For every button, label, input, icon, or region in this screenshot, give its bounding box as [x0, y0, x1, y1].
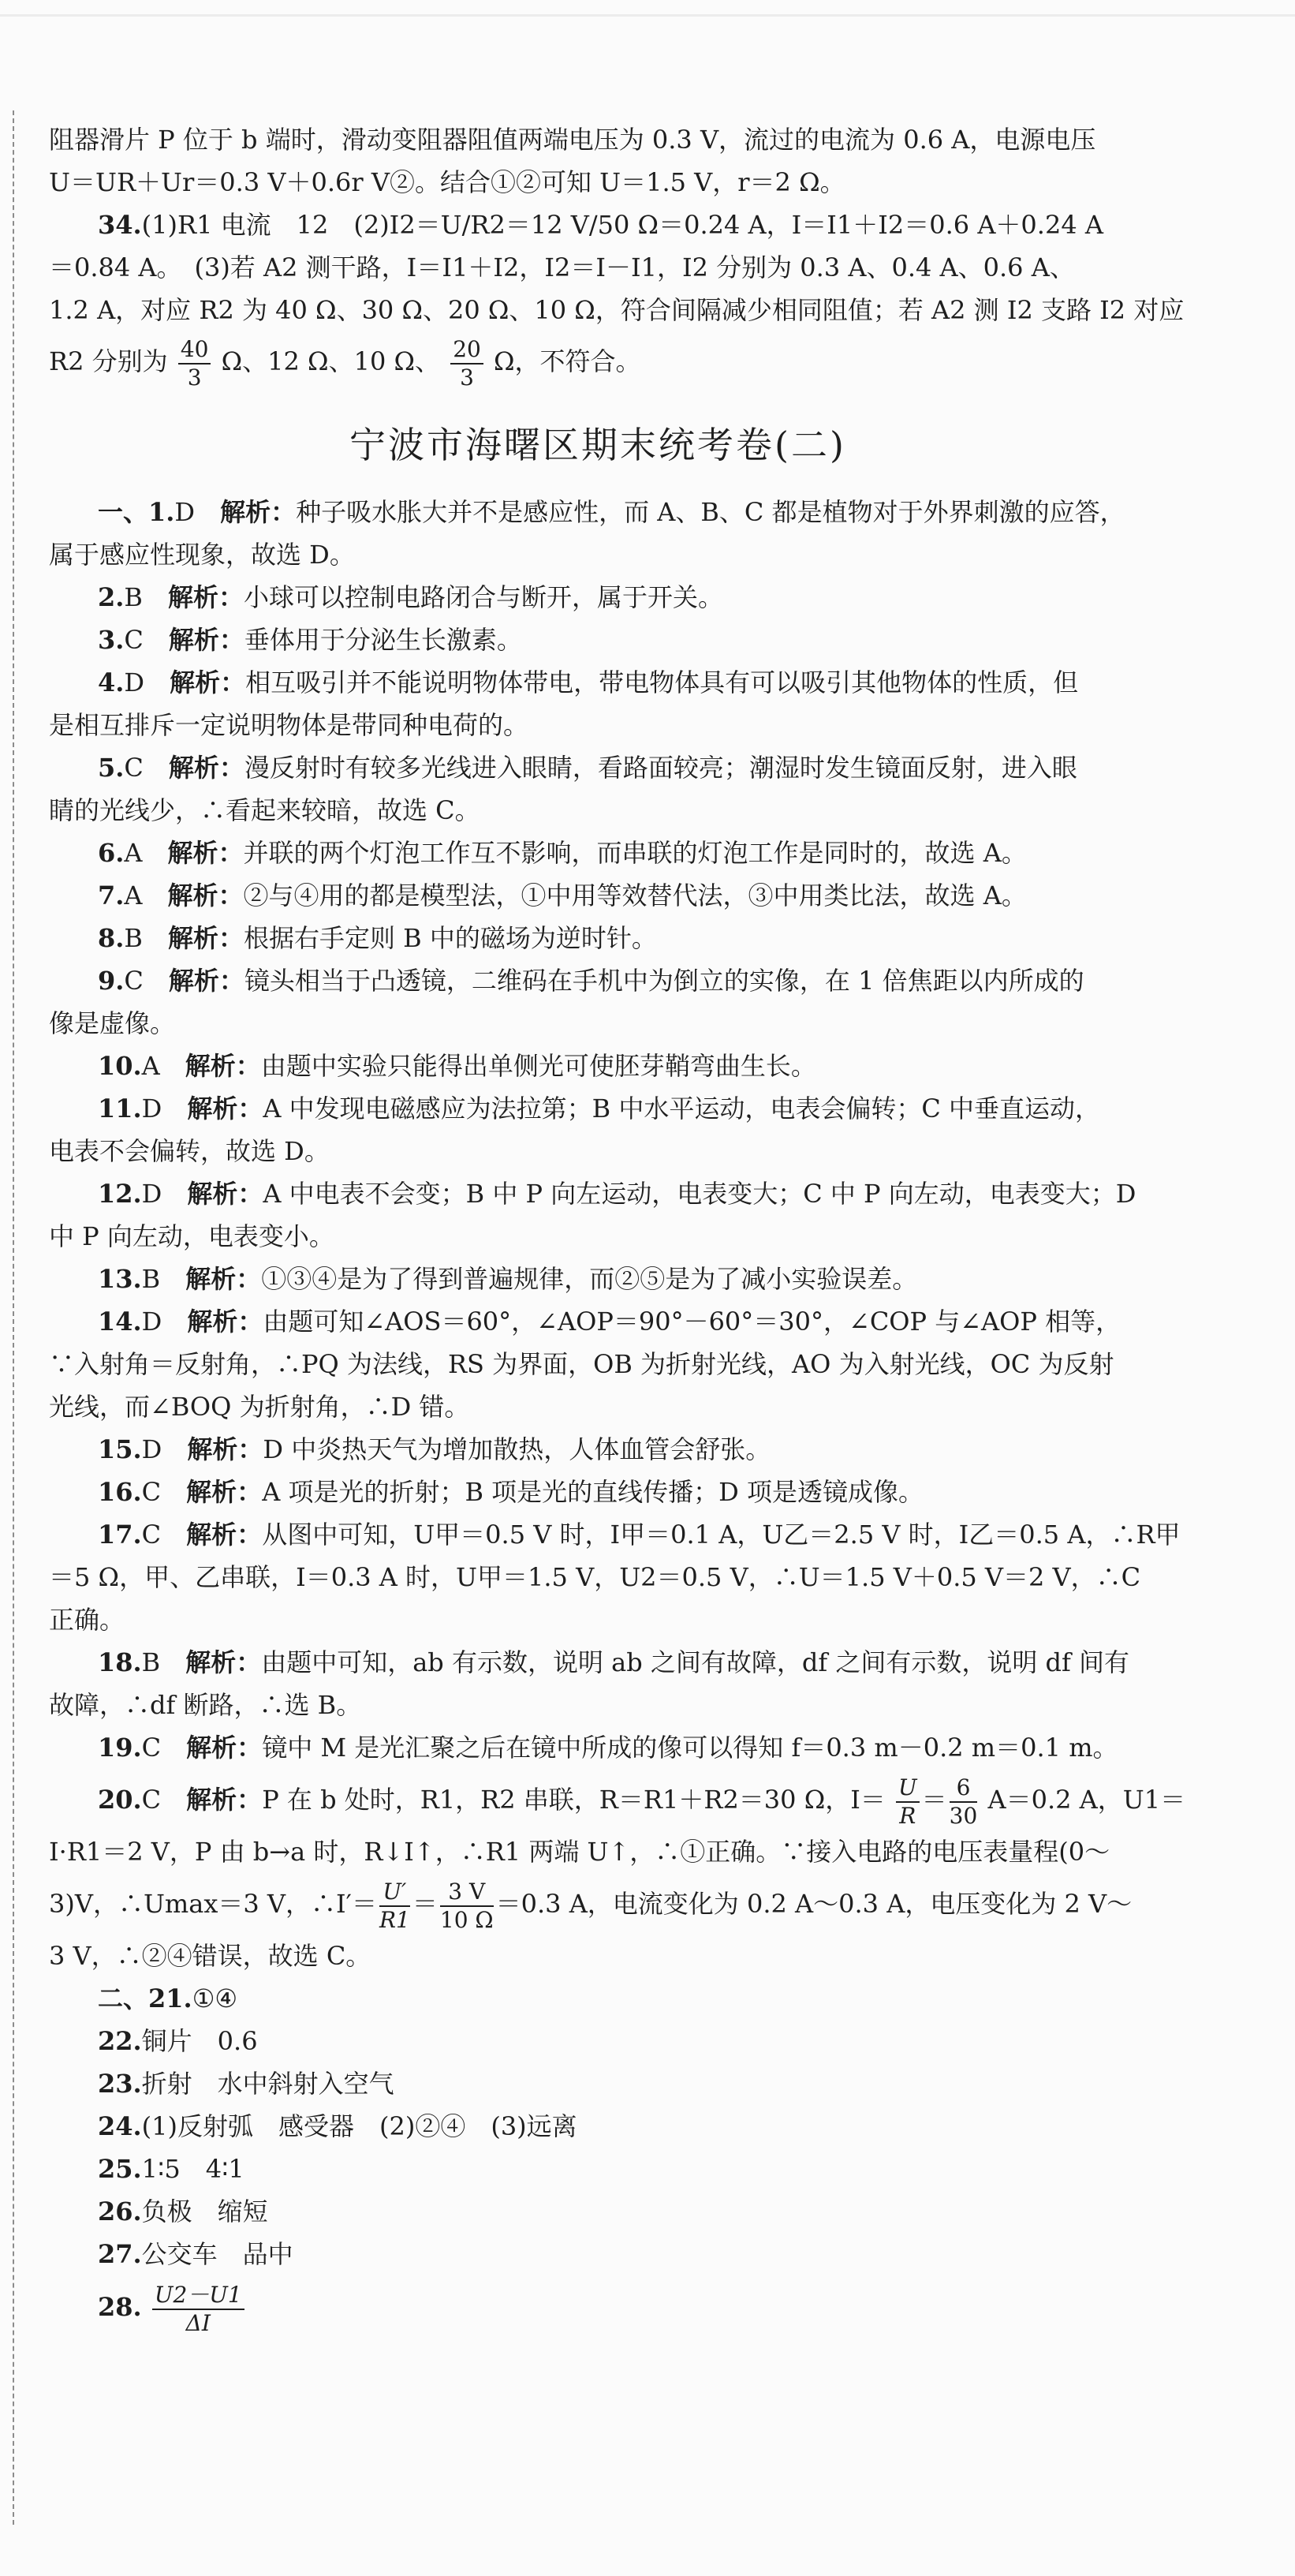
- answer-text: 负极 缩短: [141, 2197, 268, 2226]
- answer-line: [49, 2148, 1147, 2190]
- answer-28: [49, 2275, 1147, 2339]
- answer-line: [49, 832, 1147, 874]
- fraction-denominator: ΔI: [185, 2309, 211, 2336]
- answer-choice: C: [141, 1520, 162, 1550]
- answer-line: [49, 874, 1147, 917]
- answer-list: [49, 491, 1181, 1769]
- answer-item: [49, 1641, 1147, 1726]
- answer-text: A 中发现电磁感应为法拉第；B 中水平运动，电表会偏转；C 中垂直运动，: [263, 1094, 1100, 1123]
- analysis-label: 解析：: [168, 625, 244, 655]
- question-number: 8.: [98, 923, 125, 953]
- answer-choice: C: [124, 625, 144, 655]
- analysis-label: 解析：: [220, 497, 297, 527]
- section-title: 宁波市海曙区期末统考卷(二): [349, 424, 846, 466]
- answer-line: I·R1＝2 V，P 由 b→a 时，R↓I↑，∴R1 两端 U↑，∴①正确。∵接入电路的电压表量程(0～: [49, 1837, 1110, 1867]
- fraction: [178, 336, 211, 391]
- answer-line: 中 P 向左动，电表变小。: [49, 1221, 334, 1251]
- answer-choice: A: [124, 838, 143, 868]
- answer-line: [49, 2062, 1147, 2105]
- answer-line: ∵入射角＝反射角，∴PQ 为法线，RS 为界面，OB 为折射光线，AO 为入射光线，OC 为反射: [49, 1349, 1114, 1379]
- answer-choice: A: [124, 880, 143, 910]
- answer-item: [49, 1428, 1147, 1471]
- answer-text: ＝0.3 A，电流变化为 0.2 A～0.3 A，电压变化为 2 V～: [495, 1889, 1133, 1919]
- answer-text: ①③④是为了得到普遍规律，而②⑤是为了减小实验误差。: [261, 1264, 918, 1294]
- q34-line: [49, 204, 1147, 246]
- fraction-denominator: 10 Ω: [439, 1906, 494, 1933]
- q34-text: Ω，不符合。: [494, 346, 641, 376]
- analysis-label: 解析：: [168, 753, 244, 783]
- answer-line: 像是虚像。: [49, 1008, 176, 1038]
- analysis-label: 解析：: [167, 923, 244, 953]
- analysis-label: 解析：: [187, 1094, 263, 1123]
- fraction: [152, 2282, 244, 2337]
- answer-line: [49, 2020, 1147, 2062]
- analysis-label: 解析：: [186, 1733, 263, 1763]
- answer-text: 镜中 M 是光汇聚之后在镜中所成的像可以得知 f＝0.3 m－0.2 m＝0.1 m。: [262, 1733, 1118, 1763]
- analysis-label: 解析：: [167, 582, 244, 612]
- question-number: 4.: [98, 667, 125, 697]
- answer-choice: B: [124, 923, 143, 953]
- question-number: 二、21.: [98, 1983, 192, 2013]
- question-number: 2.: [98, 582, 125, 612]
- question-number: 24.: [98, 2111, 142, 2141]
- question-number: 13.: [98, 1264, 142, 1294]
- answer-text: 铜片 0.6: [141, 2026, 258, 2056]
- answer-item: [49, 619, 1147, 661]
- answer-text: 根据右手定则 B 中的磁场为逆时针。: [243, 923, 657, 953]
- answer-line: [49, 1641, 1147, 1684]
- answer-choice: B: [124, 582, 143, 612]
- answer-item: [49, 1300, 1147, 1428]
- answer-text: 从图中可知，U甲＝0.5 V 时，I甲＝0.1 A，U乙＝2.5 V 时，I乙＝0.5 A，∴R甲: [262, 1520, 1181, 1550]
- fraction-numerator: 40: [178, 336, 211, 365]
- intro-line: U＝UR＋Ur＝0.3 V＋0.6r V②。结合①②可知 U＝1.5 V，r＝2 Ω。: [49, 167, 845, 197]
- answer-line: [49, 1513, 1181, 1556]
- answer-text: 并联的两个灯泡工作互不影响，而串联的灯泡工作是同时的，故选 A。: [243, 838, 1027, 868]
- answer-text: A 中电表不会变；B 中 P 向左运动，电表变大；C 中 P 向左动，电表变大；D: [263, 1179, 1136, 1209]
- answer-line: 3 V，∴②④错误，故选 C。: [49, 1941, 371, 1971]
- answer-text: D 中炎热天气为增加散热，人体血管会舒张。: [263, 1434, 771, 1464]
- answer-item: [49, 1172, 1147, 1258]
- answer-choice: D: [124, 667, 145, 697]
- answer-line: 睛的光线少，∴看起来较暗，故选 C。: [49, 795, 480, 825]
- analysis-label: 解析：: [167, 880, 244, 910]
- answer-item: [49, 491, 1147, 576]
- answer-line: [49, 1428, 1147, 1471]
- answer-item: [49, 917, 1147, 959]
- answer-line: [49, 491, 1147, 533]
- answer-text: 垂体用于分泌生长激素。: [244, 625, 522, 655]
- answer-line: [49, 2105, 1147, 2148]
- answer-choice: B: [141, 1264, 161, 1294]
- analysis-label: 解析：: [168, 966, 244, 996]
- fraction-denominator: R: [899, 1802, 916, 1829]
- answer-item: [49, 746, 1147, 832]
- answer-choice: C: [124, 966, 144, 996]
- question-number: 27.: [98, 2239, 142, 2269]
- analysis-label: 解析：: [185, 1647, 262, 1677]
- answer-text: 小球可以控制电路闭合与断开，属于开关。: [243, 582, 723, 612]
- answer-line: [49, 917, 1147, 959]
- answer-line: [49, 1087, 1147, 1130]
- question-number: 16.: [98, 1477, 142, 1507]
- answer-text: P 在 b 处时，R1，R2 串联，R＝R1＋R2＝30 Ω，I＝: [262, 1785, 886, 1815]
- fraction: [896, 1774, 920, 1830]
- answer-text: 相互吸引并不能说明物体带电，带电物体具有可以吸引其他物体的性质，但: [245, 667, 1079, 697]
- answer-line: [49, 1873, 1147, 1935]
- question-number: 9.: [98, 966, 125, 996]
- analysis-label: 解析：: [170, 667, 246, 697]
- question-number: 26.: [98, 2197, 142, 2226]
- answer-20: [49, 1769, 1186, 1977]
- answer-line: ＝5 Ω，甲、乙串联，I＝0.3 A 时，U甲＝1.5 V，U2＝0.5 V，∴U＝1.5 V＋0.5 V＝2 V，∴C: [49, 1562, 1141, 1592]
- answer-line: 是相互排斥一定说明物体是带同种电荷的。: [49, 710, 529, 740]
- analysis-label: 解析：: [186, 1477, 263, 1507]
- q34-line: ＝0.84 A。 (3)若 A2 测干路，I＝I1＋I2，I2＝I－I1，I2 分别为 0.3 A、0.4 A、0.6 A、: [49, 252, 1075, 282]
- answer-line: [49, 1977, 1147, 2020]
- answer-choice: C: [141, 1477, 162, 1507]
- analysis-label: 解析：: [185, 1264, 262, 1294]
- question-number: 6.: [98, 838, 125, 868]
- answer-text: 漫反射时有较多光线进入眼睛，看路面较亮；潮湿时发生镜面反射，进入眼: [244, 753, 1077, 783]
- fraction-denominator: 30: [949, 1802, 978, 1829]
- answer-item: [49, 1045, 1147, 1087]
- answer-line: 正确。: [49, 1605, 125, 1635]
- answer-line: [49, 1300, 1147, 1343]
- question-number: 25.: [98, 2154, 142, 2184]
- answer-text: A 项是光的折射；B 项是光的直线传播；D 项是透镜成像。: [262, 1477, 924, 1507]
- answer-item: [49, 1726, 1147, 1769]
- question-number: 19.: [98, 1733, 142, 1763]
- answer-choice: C: [141, 1785, 162, 1815]
- answer-item: [49, 959, 1147, 1045]
- answer-line: [49, 746, 1147, 789]
- intro-line: 阻器滑片 P 位于 b 端时，滑动变阻器阻值两端电压为 0.3 V，流过的电流为 0.6 A，电源电压: [49, 125, 1096, 155]
- fraction: [379, 1879, 410, 1934]
- answer-choice: D: [141, 1434, 162, 1464]
- q34-text: Ω、12 Ω、10 Ω、: [221, 346, 441, 376]
- answer-line: [49, 2233, 1147, 2275]
- question-number: 28.: [98, 2292, 142, 2322]
- answer-item: [49, 1258, 1147, 1300]
- question-number: 15.: [98, 1434, 142, 1464]
- answer-line: [49, 1471, 1147, 1513]
- answer-line: [49, 661, 1147, 704]
- fraction-numerator: U′: [379, 1879, 410, 1907]
- analysis-label: 解析：: [167, 838, 244, 868]
- question-number: 18.: [98, 1647, 142, 1677]
- fraction-denominator: R1: [379, 1906, 410, 1933]
- answer-text: 镜头相当于凸透镜，二维码在手机中为倒立的实像，在 1 倍焦距以内所成的: [244, 966, 1084, 996]
- fraction: [440, 1879, 494, 1934]
- answer-line: [49, 1045, 1147, 1087]
- question-number: 3.: [98, 625, 125, 655]
- answer-choice: D: [174, 497, 196, 527]
- q34-text: R2 分别为: [49, 346, 168, 376]
- fill-in-list: [49, 1977, 1147, 2275]
- question-number: 10.: [98, 1051, 142, 1081]
- question-number: 11.: [98, 1094, 142, 1123]
- question-number: 5.: [98, 753, 125, 783]
- answer-choice: B: [141, 1647, 161, 1677]
- answer-choice: D: [141, 1307, 162, 1337]
- fraction-denominator: 3: [187, 364, 202, 391]
- question-number: 17.: [98, 1520, 142, 1550]
- answer-text: 3)V，∴Umax＝3 V，∴I′＝: [49, 1889, 377, 1919]
- question-number: 14.: [98, 1307, 142, 1337]
- answer-line: [49, 1258, 1147, 1300]
- answer-text: ＝: [921, 1785, 947, 1815]
- answer-text: ②与④用的都是模型法，①中用等效替代法，③中用类比法，故选 A。: [243, 880, 1027, 910]
- fraction-numerator: U: [896, 1774, 920, 1803]
- answer-text: 种子吸水胀大并不是感应性，而 A、B、C 都是植物对于外界刺激的应答，: [296, 497, 1125, 527]
- answer-item: [49, 576, 1147, 619]
- question-number: 一、1.: [98, 497, 175, 527]
- answer-text: (1)反射弧 感受器 (2)②④ (3)远离: [141, 2111, 577, 2141]
- answer-choice: D: [141, 1179, 162, 1209]
- analysis-label: 解析：: [187, 1307, 263, 1337]
- answer-line: [49, 576, 1147, 619]
- answer-text: ＝: [412, 1889, 438, 1919]
- q34-line: 1.2 A，对应 R2 为 40 Ω、30 Ω、20 Ω、10 Ω，符合间隔减少相同阻值；若 A2 测 I2 支路 I2 对应: [49, 295, 1185, 325]
- fraction-numerator: 3 V: [440, 1879, 494, 1907]
- answer-text: 由题中可知，ab 有示数，说明 ab 之间有故障，df 之间有示数，说明 df 间有: [261, 1647, 1130, 1677]
- fraction: [950, 1774, 978, 1830]
- answer-line: [49, 1726, 1147, 1769]
- answer-text: 1∶5 4∶1: [141, 2154, 244, 2184]
- q34-text: (1)R1 电流 12 (2)I2＝U/R2＝12 V/50 Ω＝0.24 A，I＝I1＋I2＝0.6 A＋0.24 A: [141, 210, 1103, 240]
- answer-line: 故障，∴df 断路，∴选 B。: [49, 1690, 362, 1720]
- answer-line: 光线，而∠BOQ 为折射角，∴D 错。: [49, 1392, 470, 1422]
- answer-line: [49, 619, 1147, 661]
- question-number: 23.: [98, 2069, 142, 2099]
- fraction-numerator: 20: [450, 336, 483, 365]
- answer-item: [49, 1471, 1147, 1513]
- analysis-label: 解析：: [186, 1785, 263, 1815]
- answer-text: 公交车 品中: [141, 2239, 293, 2269]
- question-number: 20.: [98, 1785, 142, 1815]
- answer-item: [49, 1513, 1181, 1641]
- answer-line: 属于感应性现象，故选 D。: [49, 540, 355, 570]
- analysis-label: 解析：: [187, 1434, 263, 1464]
- answer-text: A＝0.2 A，U1＝: [987, 1785, 1186, 1815]
- answer-line: 电表不会偏转，故选 D。: [49, 1136, 330, 1166]
- fraction-numerator: U2－U1: [152, 2282, 244, 2310]
- answer-item: [49, 832, 1147, 874]
- question-number: 22.: [98, 2026, 142, 2056]
- binding-margin-line: [13, 110, 14, 2525]
- fraction-denominator: 3: [460, 364, 474, 391]
- fraction-numerator: 6: [950, 1774, 978, 1803]
- answer-text: ①④: [192, 1983, 238, 2013]
- answer-line: [49, 959, 1147, 1002]
- question-number: 7.: [98, 880, 125, 910]
- answer-choice: D: [141, 1094, 162, 1123]
- answer-item: [49, 1087, 1147, 1172]
- answer-line: [49, 2190, 1147, 2233]
- answer-line: [49, 1172, 1147, 1215]
- answer-choice: C: [141, 1733, 162, 1763]
- answer-choice: A: [141, 1051, 160, 1081]
- answer-page: [49, 118, 1186, 2339]
- question-number: 34.: [98, 210, 142, 240]
- fraction: [450, 336, 483, 391]
- answer-item: [49, 874, 1147, 917]
- answer-choice: C: [124, 753, 144, 783]
- answer-text: 由题中实验只能得出单侧光可使胚芽鞘弯曲生长。: [260, 1051, 816, 1081]
- answer-text: 折射 水中斜射入空气: [141, 2069, 394, 2099]
- answer-text: 由题可知∠AOS＝60°，∠AOP＝90°－60°＝30°，∠COP 与∠AOP 相等，: [263, 1307, 1121, 1337]
- answer-line: [49, 1769, 1186, 1830]
- analysis-label: 解析：: [185, 1051, 261, 1081]
- analysis-label: 解析：: [186, 1520, 263, 1550]
- question-number: 12.: [98, 1179, 142, 1209]
- answer-item: [49, 661, 1147, 746]
- q34-line: [49, 331, 1147, 391]
- top-border: [0, 14, 1295, 17]
- analysis-label: 解析：: [187, 1179, 263, 1209]
